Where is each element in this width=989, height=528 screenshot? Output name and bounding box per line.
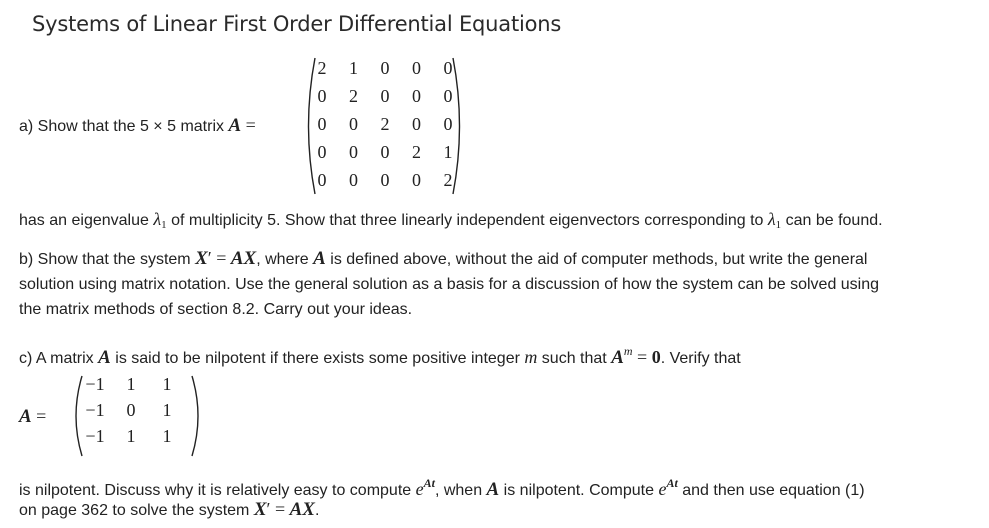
part-b-line1-start: b) Show that the system (19, 251, 196, 268)
part-a-prefix: a) Show that the 5 × 5 matrix (19, 118, 224, 135)
matrix-symbol-A: A (228, 115, 242, 136)
lambda-subscript: 1 (161, 219, 167, 231)
lambda-symbol: λ (767, 209, 776, 229)
part-c-line1-mid: is said to be nilpotent if there exists some positive integer (110, 350, 525, 367)
matrix-cell: 0 (412, 58, 421, 78)
equals-sign: = (632, 347, 652, 367)
part-a-line2-mid: of multiplicity 5. Show that three linearly independent eigenvectors corresponding to (166, 212, 768, 229)
matrix-cell: 0 (412, 114, 421, 134)
matrix-cell: 2 (412, 142, 421, 162)
matrix-cell: 0 (349, 114, 358, 134)
symbol-m: m (524, 347, 538, 367)
symbol-A: A (486, 479, 500, 500)
matrix-cell: 0 (443, 86, 453, 106)
symbol-AX: AX (289, 499, 315, 520)
matrix-symbol-A: A (19, 406, 32, 427)
exponent-m: m (623, 344, 633, 358)
symbol-X: X (195, 248, 208, 269)
part-a-eigenvalue-line (19, 206, 883, 238)
matrix-cell: 0 (380, 86, 390, 106)
matrix-cell: 1 (443, 142, 453, 162)
matrix-cell: 1 (162, 400, 172, 420)
equals-sign: = (245, 115, 256, 135)
zero-matrix-symbol: 0 (651, 347, 661, 367)
symbol-e: e (658, 479, 667, 499)
matrix-cell: 0 (380, 142, 390, 162)
matrix-cell: 1 (126, 374, 136, 394)
part-b-line1 (19, 245, 867, 273)
matrix-cell: 2 (317, 58, 327, 78)
exponent-At: At (666, 476, 678, 490)
matrix-cell: 0 (443, 58, 453, 78)
part-a-line2-end: can be found. (781, 212, 883, 229)
matrix-cell: 0 (349, 142, 358, 162)
part-b-line1-mid: , where (256, 251, 314, 268)
part-b-line3: the matrix methods of section 8.2. Carry out your ideas. (19, 301, 413, 318)
matrix-cell: 0 (317, 142, 327, 162)
matrix-cell: 0 (317, 86, 327, 106)
matrix-cell: 0 (443, 114, 453, 134)
matrix-cell: 2 (349, 86, 358, 106)
matrix-cell: 0 (317, 170, 327, 190)
matrix-cell: 1 (162, 426, 172, 446)
page-title: Systems of Linear First Order Differential Equations (32, 12, 562, 36)
matrix-cell: 0 (126, 400, 136, 420)
equals-sign: = (270, 499, 290, 519)
part-c-line1-mid2: such that (537, 350, 612, 367)
symbol-X: X (253, 499, 267, 520)
lambda-subscript: 1 (775, 219, 782, 231)
exponent-At: At (423, 476, 435, 490)
symbol-A: A (98, 347, 111, 368)
matrix-cell: 1 (349, 58, 358, 78)
symbol-AX: AX (230, 248, 257, 269)
part-b-line2: solution using matrix notation. Use the general solution as a basis for a discussion of how the system can be solved using (19, 276, 880, 293)
matrix-cell: −1 (85, 400, 105, 420)
matrix-cell: 0 (380, 58, 390, 78)
right-paren-matrix-3x3 (188, 374, 206, 458)
matrix-cell: 0 (412, 86, 421, 106)
part-c-line3-start: on page 362 to solve the system (19, 502, 254, 519)
part-c-line1-start: c) A matrix (19, 350, 99, 367)
lambda-symbol: λ (153, 209, 162, 229)
part-c-line3-end: . (314, 502, 320, 519)
matrix-cell: 1 (126, 426, 136, 446)
matrix-cell: 0 (349, 170, 358, 190)
prime-symbol: ′ (266, 499, 271, 519)
symbol-A-power: A (611, 347, 624, 368)
symbol-A: A (313, 248, 326, 269)
matrix-cell: 0 (317, 114, 327, 134)
part-a-statement (19, 112, 256, 140)
matrix-cell: −1 (85, 426, 105, 446)
part-c-line1-end: . Verify that (660, 350, 741, 367)
matrix-cell: 0 (412, 170, 421, 190)
part-c-line3 (19, 496, 319, 524)
part-c-line2-end: and then use equation (1) (677, 482, 865, 499)
equals-sign: = (36, 406, 47, 426)
prime-symbol: ′ (207, 248, 212, 268)
matrix-cell: 2 (380, 114, 390, 134)
matrix-cell: 2 (443, 170, 453, 190)
equals-sign: = (211, 248, 231, 268)
matrix-cell: −1 (85, 374, 105, 394)
part-c-line1 (19, 338, 741, 372)
part-c-matrix-label (19, 403, 46, 431)
part-b-line1-end: is defined above, without the aid of computer methods, but write the general (325, 251, 868, 268)
part-c-line2-mid2: is nilpotent. Compute (499, 482, 659, 499)
part-a-line2-start: has an eigenvalue (19, 212, 154, 229)
matrix-cell: 1 (162, 374, 172, 394)
part-c-line2-mid: , when (434, 482, 487, 499)
matrix-cell: 0 (380, 170, 390, 190)
part-c-line2-start: is nilpotent. Discuss why it is relatively easy to compute (19, 482, 416, 499)
symbol-e: e (415, 479, 424, 499)
